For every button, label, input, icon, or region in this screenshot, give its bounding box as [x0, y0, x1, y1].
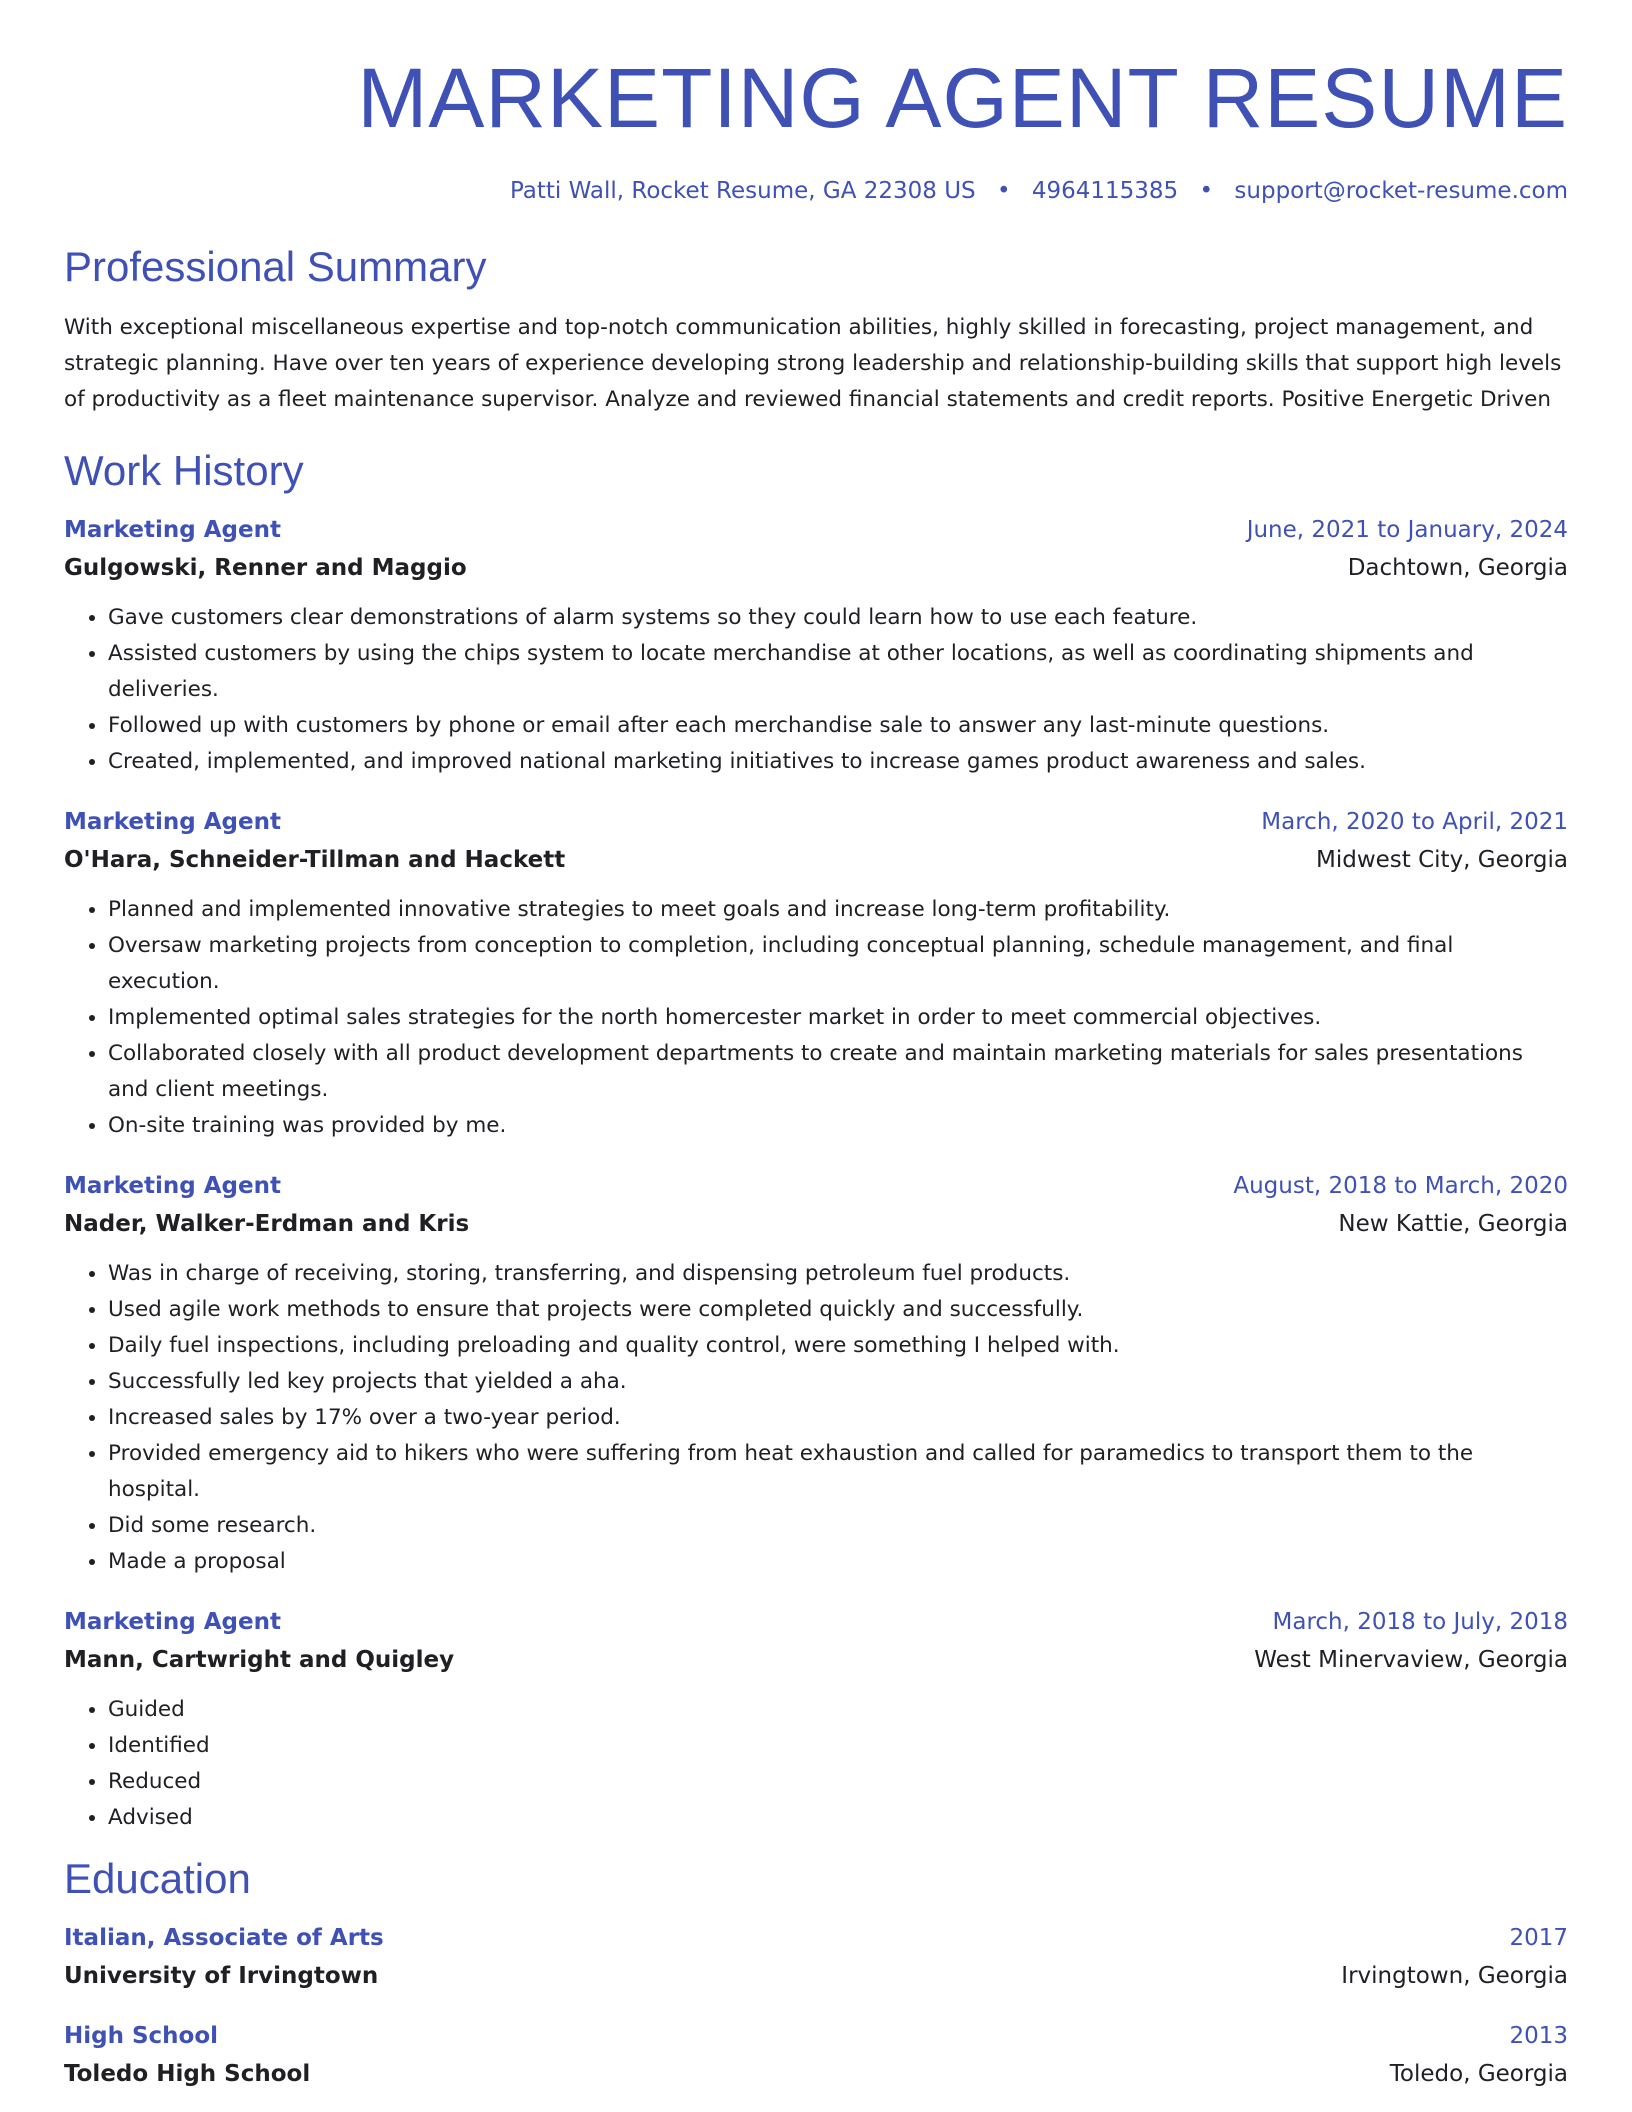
job-bullet: • Gave customers clear demonstrations of alarm systems so they could learn how to use each feature.	[108, 600, 1568, 636]
job-bullet: • Used agile work methods to ensure that projects were completed quickly and successfully.	[108, 1292, 1568, 1328]
education-year: 2017	[1509, 1925, 1568, 1951]
education-entry	[64, 1920, 1568, 1996]
job-dates: March, 2020 to April, 2021	[1261, 809, 1568, 835]
job-location: Dachtown, Georgia	[1347, 555, 1568, 581]
job-bullet: • Provided emergency aid to hikers who were suffering from heat exhaustion and called for paramedics to transport them to the hospital.	[108, 1436, 1568, 1508]
job-bullet: • Identified	[108, 1728, 1568, 1764]
job-bullet: • Assisted customers by using the chips system to locate merchandise at other locations, as well as coordinating shipments and deliveries.	[108, 636, 1568, 708]
job-role: Marketing Agent	[64, 1173, 281, 1199]
summary-section	[64, 242, 1568, 418]
job-company: Mann, Cartwright and Quigley	[64, 1647, 455, 1673]
job-dates: June, 2021 to January, 2024	[1246, 517, 1568, 543]
work-history-heading: Work History	[64, 447, 304, 494]
job-bullet: • Followed up with customers by phone or email after each merchandise sale to answer any last-minute questions.	[108, 708, 1568, 744]
contact-separator: •	[996, 178, 1011, 204]
job-entry	[64, 1168, 1568, 1580]
education-school: Toledo High School	[64, 2061, 311, 2087]
resume-header	[64, 48, 1568, 206]
summary-heading: Professional Summary	[64, 243, 487, 290]
education-section	[64, 1854, 1568, 2094]
job-bullet: • Did some research.	[108, 1508, 1568, 1544]
job-dates: March, 2018 to July, 2018	[1272, 1609, 1568, 1635]
job-bullet: • Created, implemented, and improved national marketing initiatives to increase games product awareness and sales.	[108, 744, 1568, 780]
job-entry	[64, 804, 1568, 1144]
job-bullets	[64, 600, 1568, 780]
job-bullet: • Increased sales by 17% over a two-year period.	[108, 1400, 1568, 1436]
contact-line	[64, 176, 1568, 206]
job-role: Marketing Agent	[64, 809, 281, 835]
contact-separator: •	[1199, 178, 1214, 204]
job-bullet: • Daily fuel inspections, including preloading and quality control, were something I helped with.	[108, 1328, 1568, 1364]
education-heading: Education	[64, 1855, 251, 1902]
contact-phone: 4964115385	[1031, 178, 1179, 204]
education-year: 2013	[1509, 2023, 1568, 2049]
job-entry	[64, 1604, 1568, 1836]
job-bullet: • Implemented optimal sales strategies for the north homercester market in order to meet commercial objectives.	[108, 1000, 1568, 1036]
job-company: Nader, Walker-Erdman and Kris	[64, 1211, 470, 1237]
job-role: Marketing Agent	[64, 517, 281, 543]
job-bullet: • Oversaw marketing projects from conception to completion, including conceptual planning, schedule management, and final execution.	[108, 928, 1568, 1000]
job-role: Marketing Agent	[64, 1609, 281, 1635]
job-company: O'Hara, Schneider-Tillman and Hackett	[64, 847, 566, 873]
job-location: West Minervaview, Georgia	[1254, 1647, 1568, 1673]
contact-email: support@rocket-resume.com	[1234, 178, 1568, 204]
job-bullet: • Advised	[108, 1800, 1568, 1836]
job-bullet: • Planned and implemented innovative strategies to meet goals and increase long-term profitability.	[108, 892, 1568, 928]
job-bullet: • Guided	[108, 1692, 1568, 1728]
job-bullets	[64, 892, 1568, 1144]
job-bullet: • Successfully led key projects that yielded a aha.	[108, 1364, 1568, 1400]
job-bullet: • Was in charge of receiving, storing, transferring, and dispensing petroleum fuel products.	[108, 1256, 1568, 1292]
job-dates: August, 2018 to March, 2020	[1233, 1173, 1568, 1199]
job-location: Midwest City, Georgia	[1316, 847, 1568, 873]
job-bullets	[64, 1692, 1568, 1836]
job-company: Gulgowski, Renner and Maggio	[64, 555, 467, 581]
work-history-section	[64, 446, 1568, 1836]
job-bullet: • On-site training was provided by me.	[108, 1108, 1568, 1144]
job-bullets	[64, 1256, 1568, 1580]
education-degree: Italian, Associate of Arts	[64, 1925, 384, 1951]
job-bullet: • Made a proposal	[108, 1544, 1568, 1580]
education-entry	[64, 2018, 1568, 2094]
job-location: New Kattie, Georgia	[1338, 1211, 1568, 1237]
education-location: Toledo, Georgia	[1389, 2061, 1568, 2087]
job-bullet: • Reduced	[108, 1764, 1568, 1800]
education-location: Irvingtown, Georgia	[1341, 1963, 1568, 1989]
resume-title: MARKETING AGENT RESUME	[357, 51, 1568, 145]
contact-address: Patti Wall, Rocket Resume, GA 22308 US	[509, 178, 976, 204]
job-entry	[64, 512, 1568, 780]
education-school: University of Irvingtown	[64, 1963, 379, 1989]
education-degree: High School	[64, 2023, 219, 2049]
job-bullet: • Collaborated closely with all product development departments to create and maintain marketing materials for sales presentations and client meetings.	[108, 1036, 1568, 1108]
summary-text: With exceptional miscellaneous expertise and top-notch communication abilities, highly skilled in forecasting, project management, and strategic planning. Have over ten years of experience developing strong leadership and relationship-building skills that support high levels of productivity as a fleet maintenance supervisor. Analyze and reviewed financial statements and credit reports. Positive Energetic Driven	[64, 315, 1562, 412]
